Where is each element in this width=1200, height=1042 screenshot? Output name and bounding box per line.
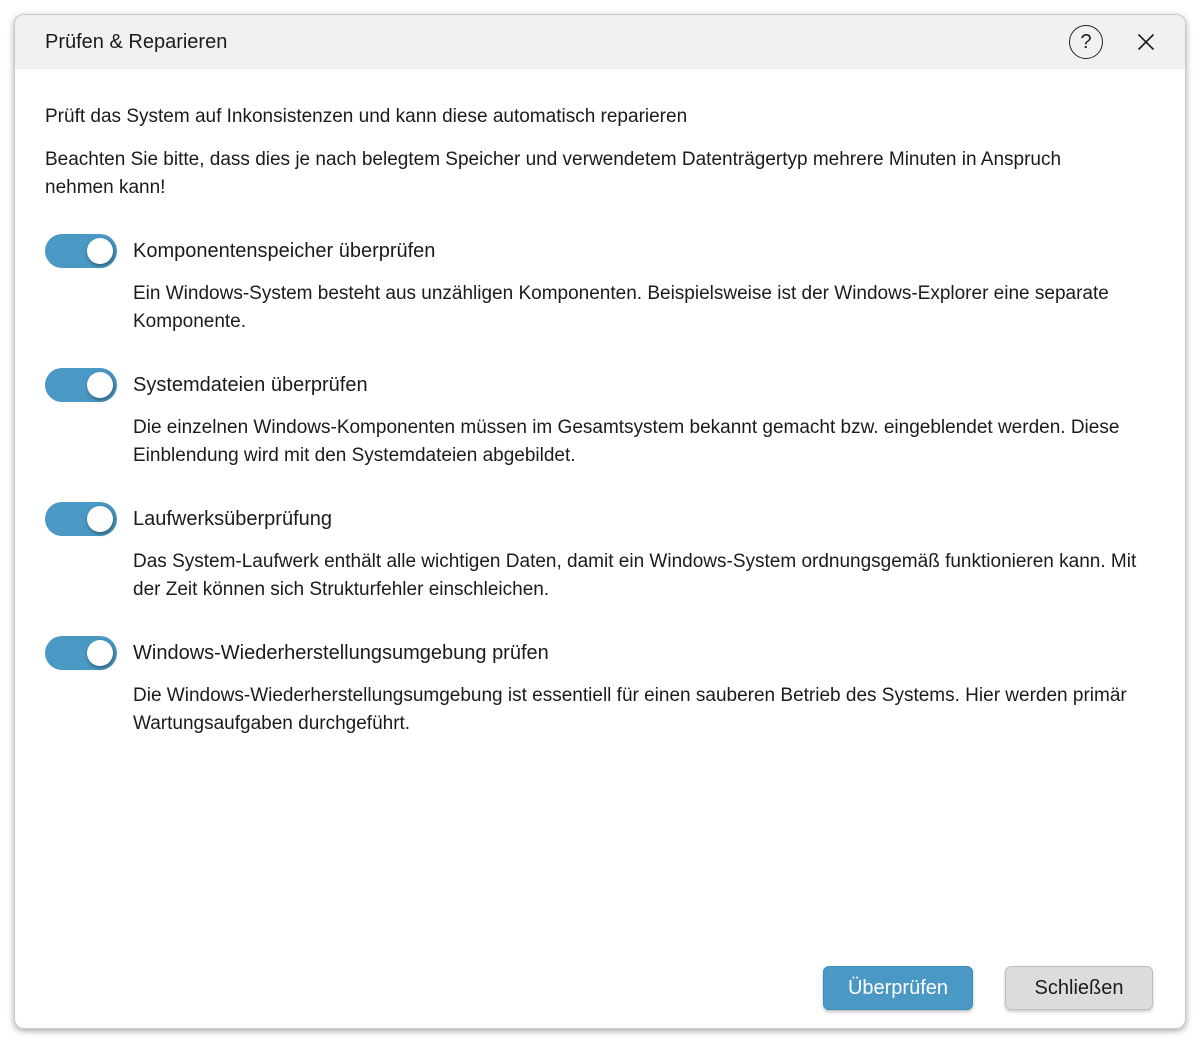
option-description: Die einzelnen Windows-Komponenten müssen im Gesamtsystem bekannt gemacht bzw. eingeblendet werden. Diese Einblendung wird mit den Systemdateien abgebildet. <box>133 417 1120 466</box>
close-button[interactable]: Schließen <box>1005 966 1153 1010</box>
check-button[interactable]: Überprüfen <box>823 966 973 1010</box>
question-mark-glyph: ? <box>1080 31 1092 53</box>
window-title: Prüfen & Reparieren <box>45 30 228 53</box>
dialog-warning: Beachten Sie bitte, dass dies je nach belegtem Speicher und verwendetem Datenträgertyp mehrere Minuten in Anspruch nehmen kann! <box>45 149 1062 198</box>
help-icon[interactable] <box>1069 25 1103 59</box>
option-system-files <box>45 368 1155 470</box>
dialog-body <box>15 69 1185 738</box>
option-component-store <box>45 234 1155 336</box>
option-description: Das System-Laufwerk enthält alle wichtigen Daten, damit ein Windows-System ordnungsgemäß funktionieren kann. Mit der Zeit können sich Strukturfehler einschleichen. <box>133 551 1137 600</box>
option-row <box>45 368 1155 402</box>
option-row <box>45 502 1155 536</box>
option-drive-check <box>45 502 1155 604</box>
dialog-description: Prüft das System auf Inkonsistenzen und kann diese automatisch reparieren <box>45 106 688 127</box>
option-row <box>45 234 1155 268</box>
toggle-system-files[interactable] <box>45 368 117 402</box>
option-row <box>45 636 1155 670</box>
toggle-knob <box>87 640 113 666</box>
dialog-window <box>14 14 1186 1029</box>
option-recovery-environment <box>45 636 1155 738</box>
option-label: Windows-Wiederherstellungsumgebung prüfen <box>133 641 549 664</box>
toggle-component-store[interactable] <box>45 234 117 268</box>
titlebar-controls <box>1069 25 1163 59</box>
option-label: Systemdateien überprüfen <box>133 373 368 396</box>
footer-buttons <box>823 966 1153 1010</box>
option-description: Die Windows-Wiederherstellungsumgebung ist essentiell für einen sauberen Betrieb des Systems. Hier werden primär Wartungsaufgaben durchgeführt. <box>133 685 1127 734</box>
toggle-knob <box>87 506 113 532</box>
title-bar <box>15 15 1185 69</box>
toggle-drive-check[interactable] <box>45 502 117 536</box>
option-label: Laufwerksüberprüfung <box>133 507 333 530</box>
toggle-knob <box>87 238 113 264</box>
option-label: Komponentenspeicher überprüfen <box>133 239 436 262</box>
close-icon[interactable] <box>1129 25 1163 59</box>
toggle-knob <box>87 372 113 398</box>
toggle-recovery-environment[interactable] <box>45 636 117 670</box>
option-description: Ein Windows-System besteht aus unzähligen Komponenten. Beispielsweise ist der Windows-Explorer eine separate Komponente. <box>133 283 1109 332</box>
